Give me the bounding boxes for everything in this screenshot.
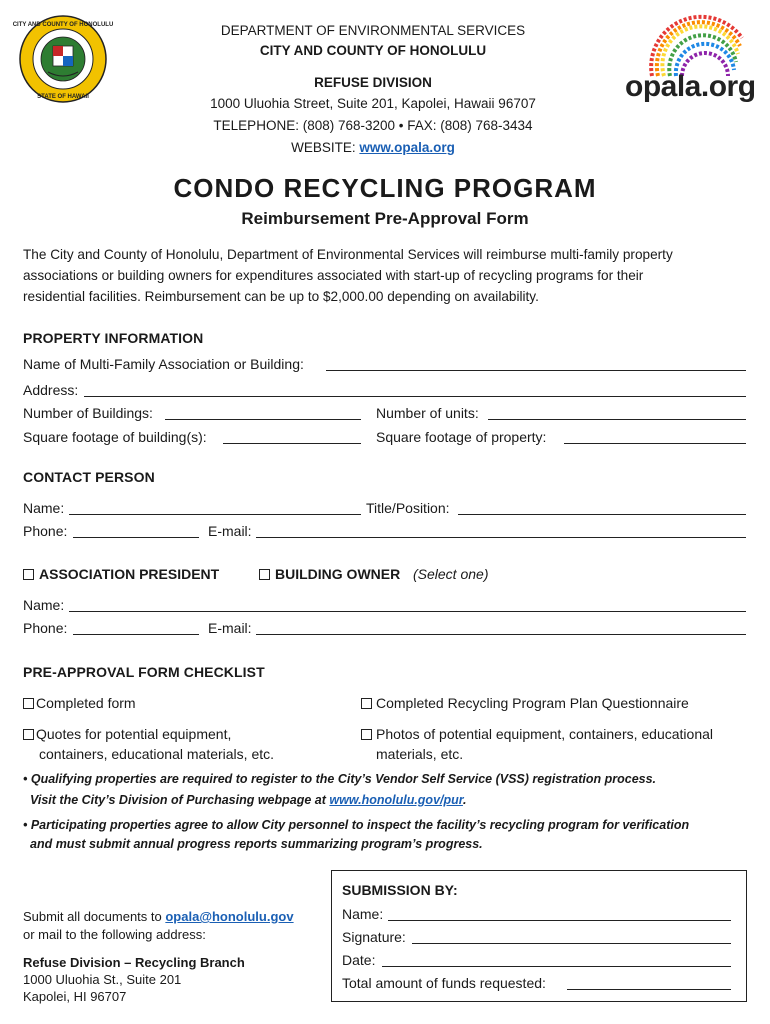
vss-note-text: Visit the City’s Division of Purchasing webpage at [30, 793, 326, 807]
checkbox[interactable] [361, 729, 372, 740]
submission-name-field[interactable] [388, 920, 731, 921]
submit-street: 1000 Uluohia St., Suite 201 [23, 972, 182, 987]
checklist-label: Completed form [36, 695, 136, 711]
city-name: CITY AND COUNTY OF HONOLULU [259, 43, 487, 58]
division-address: 1000 Uluohia Street, Suite 201, Kapolei, Hawaii 96707 [210, 96, 536, 111]
units-label: Number of units: [376, 405, 479, 421]
checklist-label-cont: containers, educational materials, etc. [39, 746, 275, 762]
submit-line-2: or mail to the following address: [23, 927, 206, 942]
submission-total-field[interactable] [567, 989, 731, 990]
intro-line-3: residential facilities. Reimbursement can be up to $2,000.00 depending on availability. [23, 289, 539, 304]
form-title: CONDO RECYCLING PROGRAM [173, 173, 597, 203]
vss-note-period: . [462, 793, 467, 807]
address-label: Address: [23, 382, 79, 398]
checkbox[interactable] [23, 729, 34, 740]
submission-name-label: Name: [342, 906, 384, 922]
vss-note-line-2 [30, 794, 466, 807]
contact-title-label: Title/Position: [366, 500, 450, 516]
checkbox[interactable] [23, 698, 34, 709]
intro-line-1: The City and County of Honolulu, Department of Environmental Services will reimburse multi-family property [23, 247, 673, 262]
owner-option[interactable] [259, 566, 400, 582]
contact-title-field[interactable] [458, 514, 746, 515]
department-name: DEPARTMENT OF ENVIRONMENTAL SERVICES [220, 23, 526, 38]
city-seal [12, 14, 114, 104]
logo-text: opala.org [625, 70, 756, 103]
role-email-field[interactable] [256, 634, 746, 635]
submission-box [331, 870, 747, 1002]
submission-signature-field[interactable] [412, 943, 731, 944]
property-heading: PROPERTY INFORMATION [23, 330, 204, 346]
submission-total-label: Total amount of funds requested: [342, 975, 546, 991]
role-phone-field[interactable] [73, 634, 199, 635]
checklist-label: Photos of potential equipment, containers, educational [376, 726, 714, 742]
submit-line-1 [23, 909, 294, 924]
sqft-property-label: Square footage of property: [376, 429, 547, 445]
submission-date-field[interactable] [382, 966, 731, 967]
submission-date-label: Date: [342, 952, 376, 968]
submit-text: Submit all documents to [23, 909, 162, 924]
submit-city: Kapolei, HI 96707 [23, 989, 127, 1004]
form-subtitle: Reimbursement Pre-Approval Form [241, 209, 529, 228]
inspect-note-line-2: and must submit annual progress reports summarizing program’s progress. [30, 837, 483, 851]
role-name-label: Name: [23, 597, 65, 613]
svg-text:CITY AND COUNTY OF HONOLULU: CITY AND COUNTY OF HONOLULU [12, 22, 114, 28]
checklist-item-quotes[interactable] [23, 726, 231, 742]
inspect-note-line-1: • Participating properties agree to allow City personnel to inspect the facility’s recycling program for verification [23, 818, 690, 832]
contact-phone-field[interactable] [73, 537, 199, 538]
checklist-heading: PRE-APPROVAL FORM CHECKLIST [23, 664, 265, 680]
website-line [150, 141, 596, 155]
submission-signature-label: Signature: [342, 929, 406, 945]
checklist-item-photos[interactable] [361, 726, 713, 742]
role-email-label: E-mail: [208, 620, 252, 636]
property-name-label: Name of Multi-Family Association or Building: [23, 356, 304, 372]
checklist-label: Quotes for potential equipment, [36, 726, 232, 742]
units-field[interactable] [488, 419, 746, 420]
sqft-building-field[interactable] [223, 443, 361, 444]
purchasing-link[interactable]: www.honolulu.gov/pur [329, 793, 463, 807]
contact-name-label: Name: [23, 500, 65, 516]
sqft-property-field[interactable] [564, 443, 746, 444]
contact-heading: CONTACT PERSON [23, 469, 155, 485]
president-label: ASSOCIATION PRESIDENT [39, 566, 220, 582]
division-name: REFUSE DIVISION [314, 75, 432, 90]
buildings-field[interactable] [165, 419, 361, 420]
checklist-label: Completed Recycling Program Plan Questionnaire [376, 695, 689, 711]
checkbox[interactable] [361, 698, 372, 709]
president-option[interactable] [23, 566, 219, 582]
website-label: WEBSITE: [291, 140, 356, 155]
submit-branch: Refuse Division – Recycling Branch [23, 955, 245, 970]
select-one-note: (Select one) [413, 566, 489, 582]
contact-email-label: E-mail: [208, 523, 252, 539]
role-name-field[interactable] [69, 611, 746, 612]
submit-email-link[interactable]: opala@honolulu.gov [165, 909, 294, 924]
submission-heading: SUBMISSION BY: [342, 882, 458, 898]
owner-label: BUILDING OWNER [275, 566, 401, 582]
checklist-label-cont: materials, etc. [376, 746, 464, 762]
contact-email-field[interactable] [256, 537, 746, 538]
address-field[interactable] [84, 396, 746, 397]
opala-logo [622, 18, 756, 108]
owner-checkbox[interactable] [259, 569, 270, 580]
division-telephone: TELEPHONE: (808) 768-3200 • FAX: (808) 768-3434 [213, 118, 533, 133]
checklist-item-completed-form[interactable] [23, 695, 136, 711]
president-checkbox[interactable] [23, 569, 34, 580]
vss-note-line-1: • Qualifying properties are required to register to the City’s Vendor Self Service (VSS) registration process. [23, 772, 657, 786]
website-link[interactable]: www.opala.org [359, 140, 455, 155]
checklist-item-questionnaire[interactable] [361, 695, 689, 711]
buildings-label: Number of Buildings: [23, 405, 153, 421]
sqft-building-label: Square footage of building(s): [23, 429, 207, 445]
svg-text:STATE OF HAWAII: STATE OF HAWAII [37, 94, 89, 100]
role-phone-label: Phone: [23, 620, 68, 636]
contact-phone-label: Phone: [23, 523, 68, 539]
contact-name-field[interactable] [69, 514, 361, 515]
property-name-field[interactable] [326, 370, 746, 371]
intro-line-2: associations or building owners for expenditures associated with start-up of recycling programs for their [23, 268, 644, 283]
